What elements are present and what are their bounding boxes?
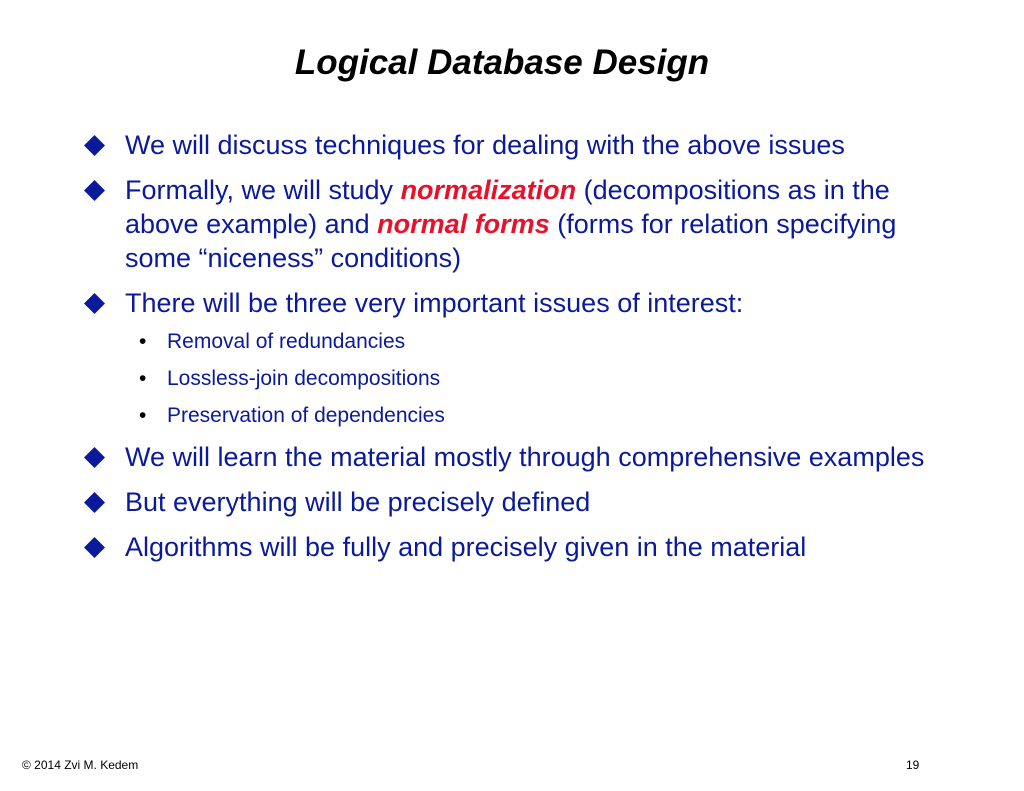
page-number: 19 <box>906 758 920 772</box>
bullet-item <box>82 440 942 474</box>
bullet-text: Algorithms will be fully and precisely given in the material <box>125 532 807 562</box>
sub-bullet-text: Lossless-join decompositions <box>167 367 441 390</box>
sub-bullet-item <box>82 329 942 355</box>
sub-bullet-item <box>82 403 942 429</box>
diamond-icon <box>84 293 105 314</box>
bullet-text: We will learn the material mostly through comprehensive examples <box>125 442 925 472</box>
diamond-icon <box>84 180 105 201</box>
copyright-footer: © 2014 Zvi M. Kedem <box>22 758 139 772</box>
bullet-item <box>82 173 942 275</box>
emphasis-term: normalization <box>400 175 577 205</box>
sub-bullet-list <box>82 329 942 429</box>
sub-bullet-text: Removal of redundancies <box>167 330 406 353</box>
bullet-text: There will be three very important issues of interest: <box>125 288 744 318</box>
bullet-text: Formally, we will study <box>125 175 401 205</box>
bullet-item <box>82 286 942 320</box>
sub-bullet-item <box>82 366 942 392</box>
diamond-icon <box>84 492 105 513</box>
dot-icon: • <box>139 404 147 427</box>
diamond-icon <box>84 135 105 156</box>
bullet-item <box>82 128 942 162</box>
emphasis-term: normal forms <box>377 209 550 239</box>
dot-icon: • <box>139 330 147 353</box>
diamond-icon <box>84 447 105 468</box>
bullet-text: But everything will be precisely defined <box>125 487 591 517</box>
slide-title: Logical Database Design <box>294 43 710 82</box>
dot-icon: • <box>139 367 147 390</box>
bullet-list <box>82 128 942 575</box>
bullet-text: (decompositions as in the above example) and <box>125 175 890 239</box>
bullet-text: (forms for relation specifying some “niceness” conditions) <box>125 209 897 273</box>
bullet-text: We will discuss techniques for dealing with the above issues <box>125 130 845 160</box>
bullet-item <box>82 485 942 519</box>
bullet-item <box>82 530 942 564</box>
diamond-icon <box>84 537 105 558</box>
sub-bullet-text: Preservation of dependencies <box>167 404 445 427</box>
